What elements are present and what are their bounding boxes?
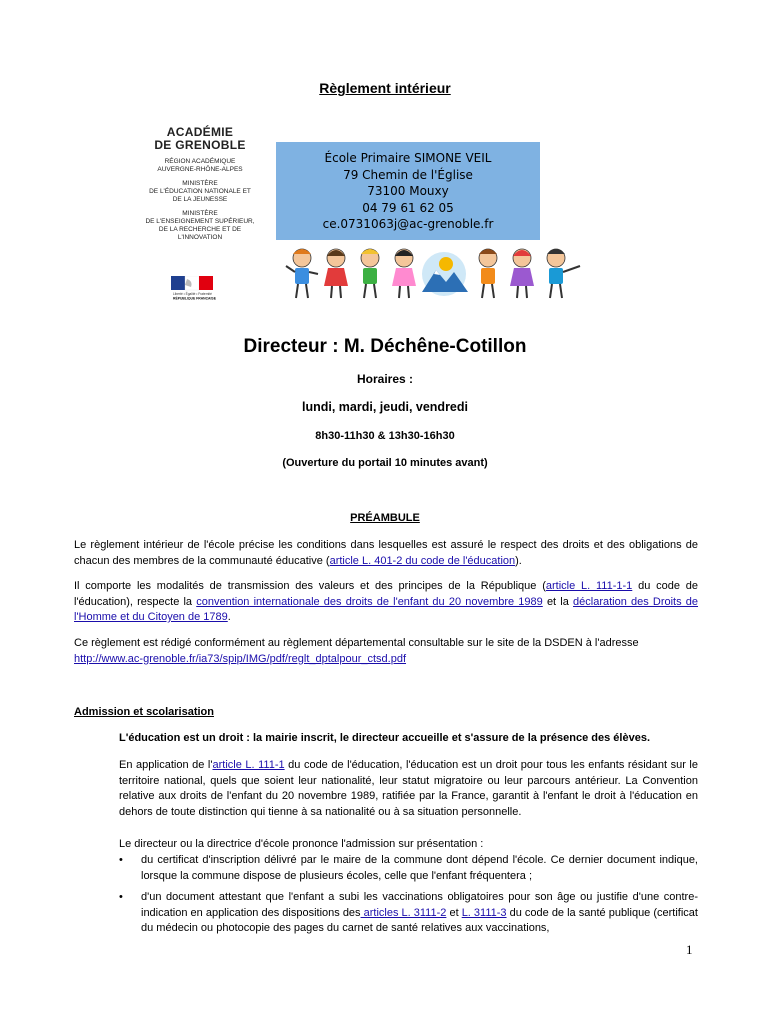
director-name: Directeur : M. Déchêne-Cotillon — [243, 336, 527, 357]
link-article-l401-2[interactable]: article L. 401-2 du code de l'éducation — [329, 554, 516, 567]
link-article-l3111-2[interactable]: articles L. 3111-2 — [360, 906, 447, 919]
link-article-l111-1[interactable]: article L. 111-1 — [212, 759, 285, 771]
ministry2-line4: L'INNOVATION — [177, 234, 223, 241]
link-declaration-droits-homme[interactable]: déclaration des Droits de l'Homme et du Citoyen de 1789 — [74, 595, 699, 623]
school-address: 79 Chemin de l'Église — [343, 167, 473, 182]
admission-bullet-1: • du certificat d'inscription délivré par le maire de la commune dont dépend l'école. Ce dernier document indique, lorsque la commune dispose de plusieurs écoles, celle que l'enfant fréquentera ; — [119, 854, 698, 882]
child-figure-7 — [547, 249, 580, 298]
children-illustration — [284, 244, 590, 304]
motto-text: Liberté • Égalité • Fraternité — [173, 292, 212, 296]
marianne-flag-icon — [171, 276, 231, 300]
academy-logo — [135, 126, 265, 242]
republic-text: RÉPUBLIQUE FRANÇAISE — [173, 296, 216, 300]
mountain-sun-icon — [422, 252, 468, 296]
region-line1: RÉGION ACADÉMIQUE — [164, 158, 236, 165]
page-number: 1 — [686, 942, 693, 957]
bullet-icon: • — [119, 854, 123, 866]
child-figure-5 — [479, 249, 497, 298]
admission-bullet-2: • d'un document attestant que l'enfant a subi les vaccinations obligatoires pour son âge ou justifie d'une contre-indication en application des dispositions des articles L. 3111-2 et L. 3111-3 du code de la santé publique (certificat du médecin ou photocopie des pages du carnet de santé relatives aux vaccinations, — [119, 891, 698, 934]
ministry2-line2: DE L'ENSEIGNEMENT SUPÉRIEUR, — [145, 218, 255, 225]
ministry2-line3: DE LA RECHERCHE ET DE — [158, 226, 242, 233]
school-hours: 8h30-11h30 & 13h30-16h30 — [315, 430, 455, 442]
document-title: Règlement intérieur — [319, 80, 451, 96]
child-figure-2 — [324, 249, 348, 298]
admission-paragraph-2: Le directeur ou la directrice d'école prononce l'admission sur présentation : — [119, 838, 484, 850]
admission-heading: Admission et scolarisation — [74, 706, 214, 718]
ministry1-line1: MINISTÈRE — [182, 180, 218, 187]
academy-name-line2: DE GRENOBLE — [154, 138, 246, 152]
gate-opening-note: (Ouverture du portail 10 minutes avant) — [282, 457, 488, 469]
region-line2: AUVERGNE-RHÔNE-ALPES — [157, 166, 243, 173]
preamble-paragraph-2: Il comporte les modalités de transmission des valeurs et des principes de la République (article L. 111-1-1 du code de l'éducation), respecte la convention internationale des droits de l'enfant du 20 novembre 1989 et la déclaration des Droits de l'Homme et du Citoyen de 1789. — [74, 580, 699, 623]
school-email: ce.0731063j@ac-grenoble.fr — [322, 217, 494, 231]
link-convention-droits-enfant[interactable]: convention internationale des droits de l'enfant du 20 novembre 1989 — [196, 595, 543, 608]
bullet-icon: • — [119, 891, 123, 903]
child-figure-3 — [361, 249, 379, 298]
admission-paragraph-1: En application de l'article L. 111-1 du code de l'éducation, l'éducation est un droit pour tous les enfants résidant sur le territoire national, quels que soient leur nationalité, leur statut migratoire ou leur parcours antérieur. La Convention relative aux droits de l'enfant du 20 novembre 1989, ratifiée par la France, garantit à l'enfant le droit à l'éducation en dehors de toute distinction qui tienne à sa nationalité ou à sa situation personnelle. — [119, 759, 698, 818]
link-dsden-reglement[interactable]: http://www.ac-grenoble.fr/ia73/spip/IMG/pdf/reglt_dptalpour_ctsd.pdf — [74, 652, 407, 665]
academy-name-line1: ACADÉMIE — [166, 125, 234, 139]
child-figure-6 — [510, 249, 534, 298]
link-article-l3111-3[interactable]: L. 3111-3 — [461, 906, 507, 919]
link-article-l111-1-1[interactable]: article L. 111-1-1 — [545, 580, 633, 592]
admission-subheading: L'éducation est un droit : la mairie inscrit, le directeur accueille et s'assure de la présence des élèves. — [119, 732, 651, 744]
school-city: 73100 Mouxy — [367, 184, 449, 198]
ministry1-line3: DE LA JEUNESSE — [172, 196, 228, 203]
school-info-box — [276, 142, 540, 240]
school-phone: 04 79 61 62 05 — [362, 200, 454, 215]
child-figure-1 — [286, 249, 318, 298]
preamble-paragraph-3: Ce règlement est rédigé conformément au règlement départemental consultable sur le site de la DSDEN à l'adresse http://www.ac-grenoble.fr/ia73/spip/IMG/pdf/reglt_dptalpour_ctsd.pdf — [74, 637, 639, 665]
hours-label: Horaires : — [356, 372, 414, 386]
preamble-paragraph-1: Le règlement intérieur de l'école précise les conditions dans lesquelles est assuré le respect des droits et des obligations de chacun des membres de la communauté éducative (article L. 401-2 du code de l'éducation). — [74, 539, 698, 567]
school-days: lundi, mardi, jeudi, vendredi — [302, 400, 468, 414]
child-figure-4 — [392, 249, 416, 298]
school-name: École Primaire SIMONE VEIL — [324, 151, 492, 165]
ministry1-line2: DE L'ÉDUCATION NATIONALE ET — [149, 188, 251, 195]
preamble-heading: PRÉAMBULE — [350, 512, 420, 524]
ministry2-line1: MINISTÈRE — [182, 210, 218, 217]
